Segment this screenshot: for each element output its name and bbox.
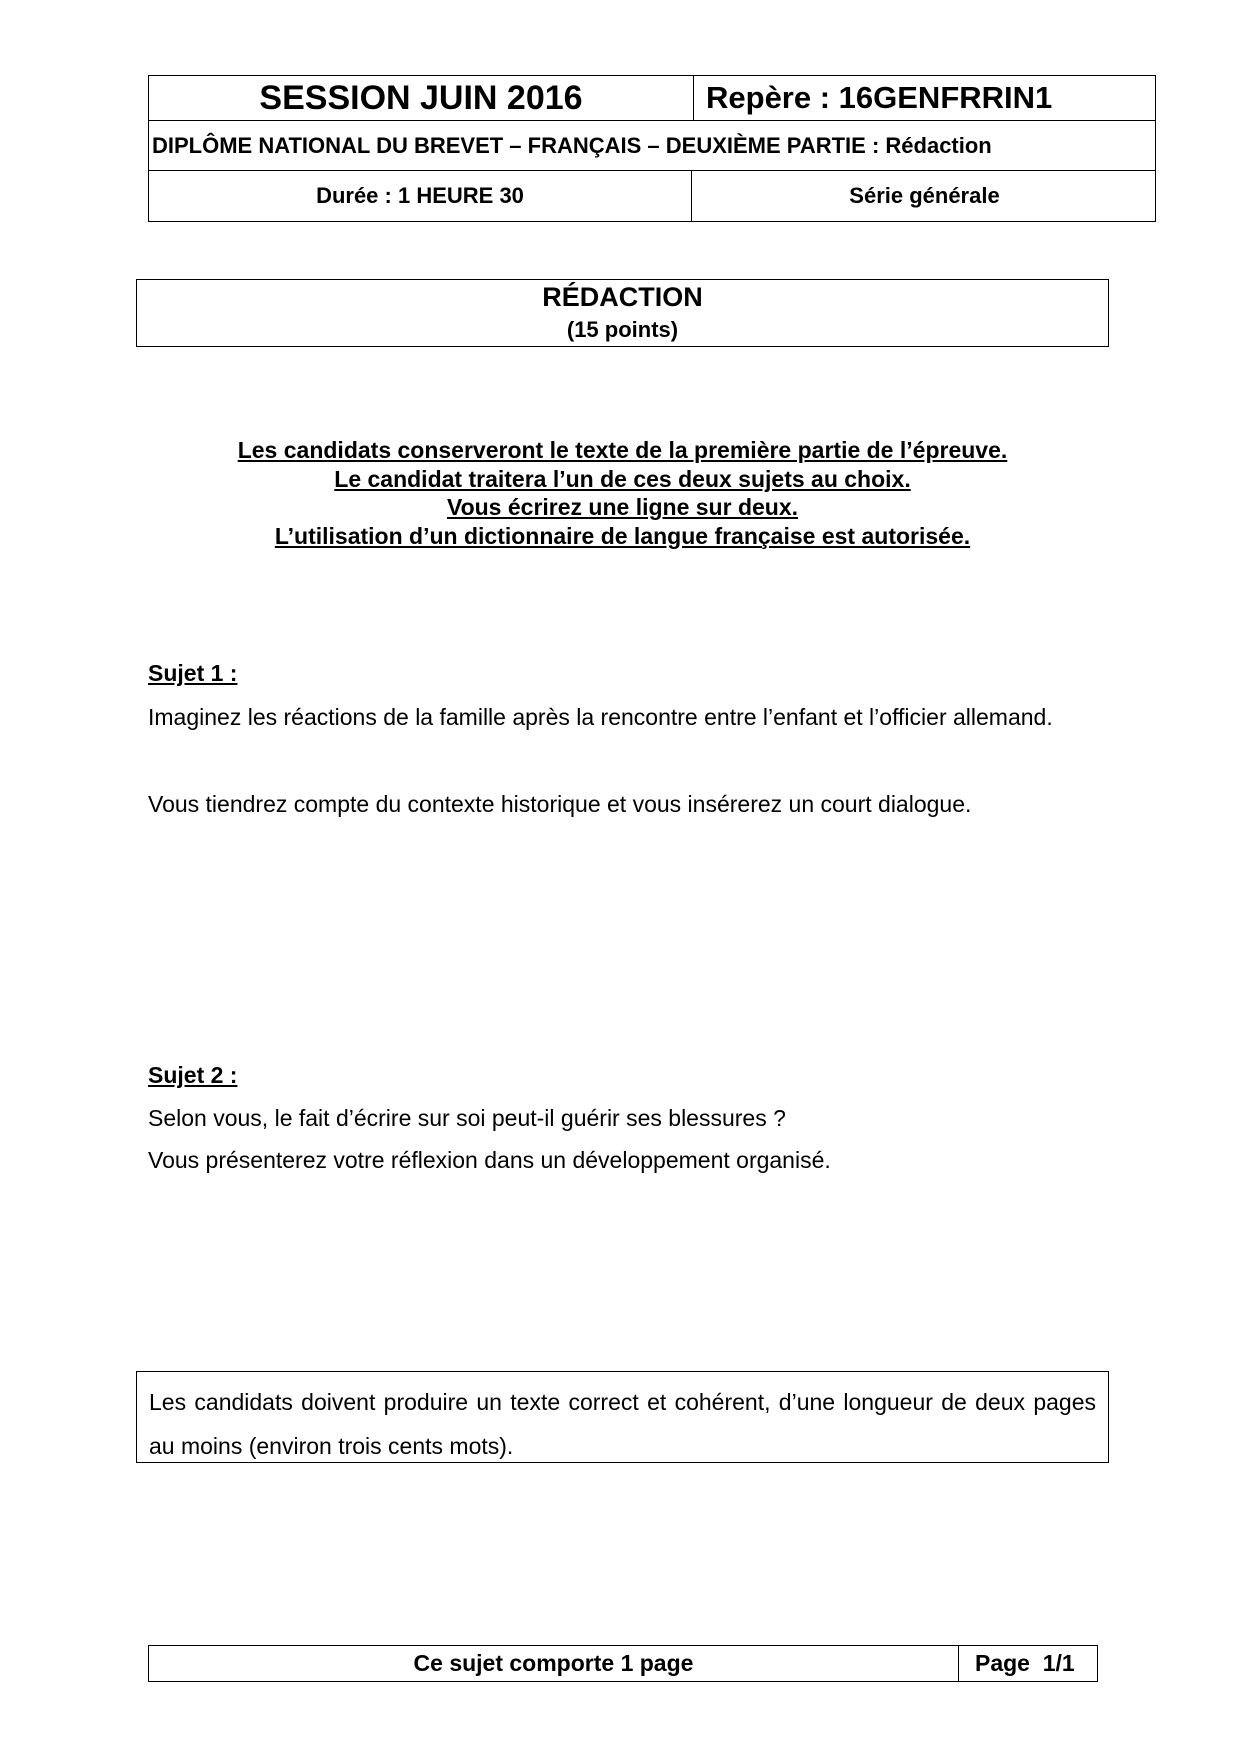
sujet2-paragraph1: Selon vous, le fait d’écrire sur soi peut-il guérir ses blessures ? [148,1105,786,1131]
notice-box: Les candidats doivent produire un texte correct et cohérent, d’une longueur de deux pages au moins (environ trois cents mots). [136,1371,1109,1463]
footer-table [148,1645,1098,1682]
redaction-title: RÉDACTION [542,282,703,312]
session-title: SESSION JUIN 2016 [149,76,694,120]
instructions [136,436,1109,550]
redaction-box [136,279,1109,347]
diplome-title: DIPLÔME NATIONAL DU BREVET – FRANÇAIS – DEUXIÈME PARTIE : Rédaction [152,132,992,158]
redaction-points: (15 points) [566,317,679,342]
sujet2-paragraph2: Vous présenterez votre réflexion dans un développement organisé. [148,1147,831,1173]
header-table [148,75,1156,222]
serie-label: Série générale [849,183,1000,208]
duree-label: Durée : 1 HEURE 30 [149,171,692,221]
sujet1-paragraph2: Vous tiendrez compte du contexte historique et vous insérerez un court dialogue. [148,791,972,817]
header-row-diplome [149,121,1155,171]
instruction-line: Vous écrirez une ligne sur deux. [446,494,799,520]
header-row-duree [149,171,1155,221]
instruction-line: L’utilisation d’un dictionnaire de langue française est autorisée. [274,522,971,549]
header-row-session [149,76,1155,121]
repere-code: Repère : 16GENFRRIN1 [706,80,1053,115]
footer-page-number: Page 1/1 [975,1650,1075,1676]
sujet1-label: Sujet 1 : [148,660,238,686]
sujet2-label: Sujet 2 : [148,1062,238,1088]
sujet1-paragraph1: Imaginez les réactions de la famille après la rencontre entre l’enfant et l’officier allemand. [148,704,1053,730]
instruction-line: Le candidat traitera l’un de ces deux sujets au choix. [334,465,911,492]
footer-page-count: Ce sujet comporte 1 page [149,1646,959,1681]
instruction-line: Les candidats conserveront le texte de la première partie de l’épreuve. [237,437,1008,463]
